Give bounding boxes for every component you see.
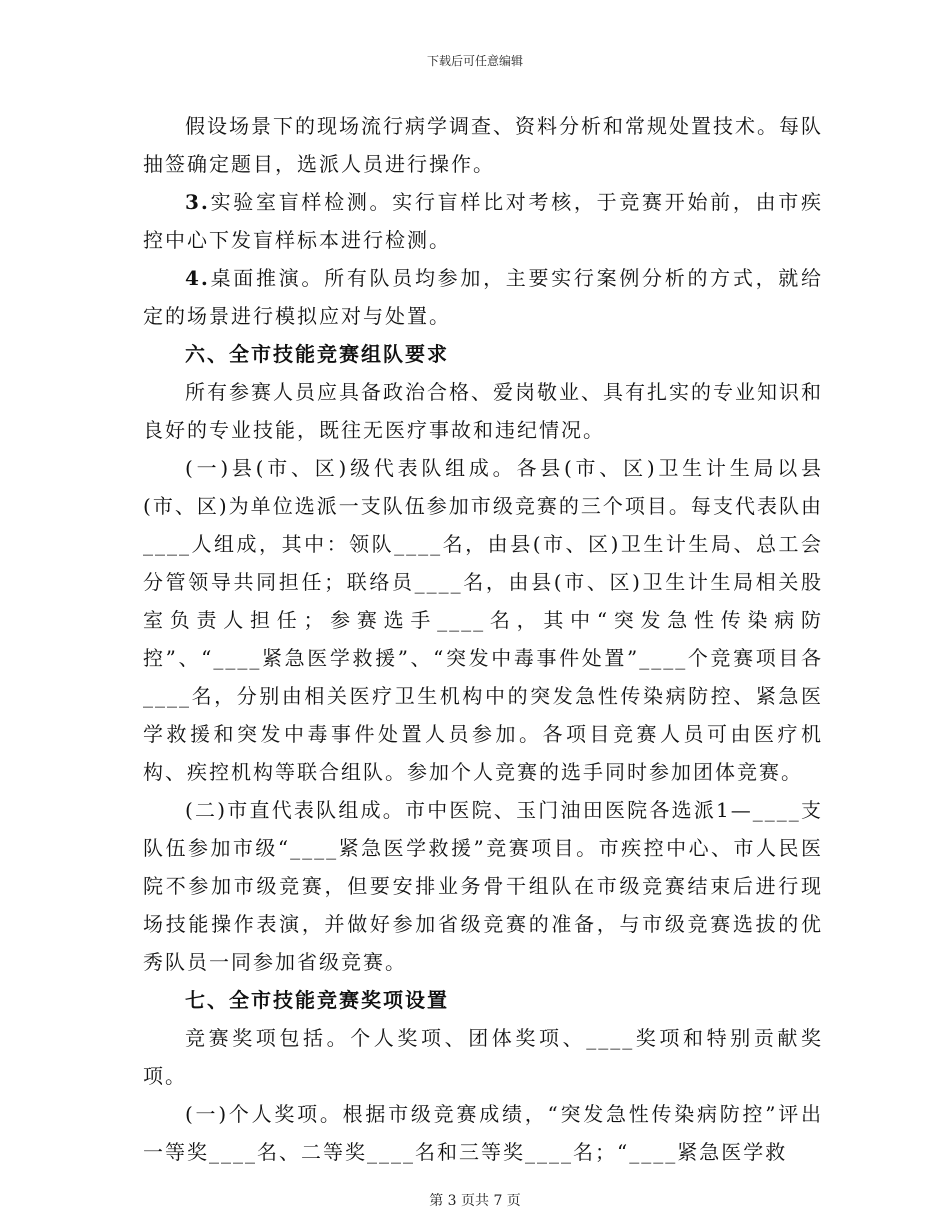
paragraph [143, 107, 823, 183]
page-footer: 第 3 页共 7 页 [429, 1193, 521, 1209]
paragraph-text: 实验室盲样检测。实行盲样比对考核，于竞赛开始前，由市疾控中心下发盲样标本进行检测。 [143, 190, 823, 252]
paragraph [143, 1019, 823, 1095]
paragraph-text: (一)县(市、区)级代表队组成。各县(市、区)卫生计生局以县(市、区)为单位选派一支队伍参加市级竞赛的三个项目。每支代表队由____人组成，其中：领队____名，由县(市、区)卫生计生局、总工会分管领导共同担任；联络员____名，由县(市、区)卫生计生局相关股室负责人担任；参赛选手____名，其中“突发急性传染病防控”、“____紧急医学救援”、“突发中毒事件处置”____个竞赛项目各____名，分别由相关医疗卫生机构中的突发急性传染病防控、紧急医学救援和突发中毒事件处置人员参加。各项目竞赛人员可由医疗机构、疾控机构等联合组队。参加个人竞赛的选手同时参加团体竞赛。 [143, 456, 823, 784]
paragraph-text: (二)市直代表队组成。市中医院、玉门油田医院各选派1—____支队伍参加市级“____紧急医学救援”竞赛项目。市疾控中心、市人民医院不参加市级竞赛，但要安排业务骨干组队在市级竞赛结束后进行现场技能操作表演，并做好参加省级竞赛的准备，与市级竞赛选拔的优秀队员一同参加省级竞赛。 [143, 798, 823, 974]
section-heading: 六、全市技能竞赛组队要求 [185, 342, 449, 366]
paragraph [143, 373, 823, 449]
paragraph [143, 183, 823, 259]
paragraph-text: 所有参赛人员应具备政治合格、爱岗敬业、具有扎实的专业知识和良好的专业技能，既往无医疗事故和违纪情况。 [143, 380, 823, 442]
paragraph-text: 竞赛奖项包括。个人奖项、团体奖项、____奖项和特别贡献奖项。 [143, 1026, 823, 1088]
paragraph-text: 桌面推演。所有队员均参加，主要实行案例分析的方式，就给定的场景进行模拟应对与处置。 [143, 266, 823, 328]
page-header: 下载后可任意编辑 [426, 54, 523, 68]
paragraph [143, 449, 823, 791]
item-number: 3. [185, 190, 210, 214]
paragraph-text: (一)个人奖项。根据市级竞赛成绩，“突发急性传染病防控”评出一等奖____名、二等奖____名和三等奖____名；“____紧急医学救 [143, 1102, 823, 1164]
paragraph-text: 假设场景下的现场流行病学调查、资料分析和常规处置技术。每队抽签确定题目，选派人员进行操作。 [143, 114, 823, 176]
section-heading: 七、全市技能竞赛奖项设置 [185, 988, 449, 1012]
document-body [143, 107, 823, 1171]
paragraph [143, 259, 823, 335]
paragraph [143, 791, 823, 981]
paragraph [143, 1095, 823, 1171]
item-number: 4. [185, 266, 210, 290]
